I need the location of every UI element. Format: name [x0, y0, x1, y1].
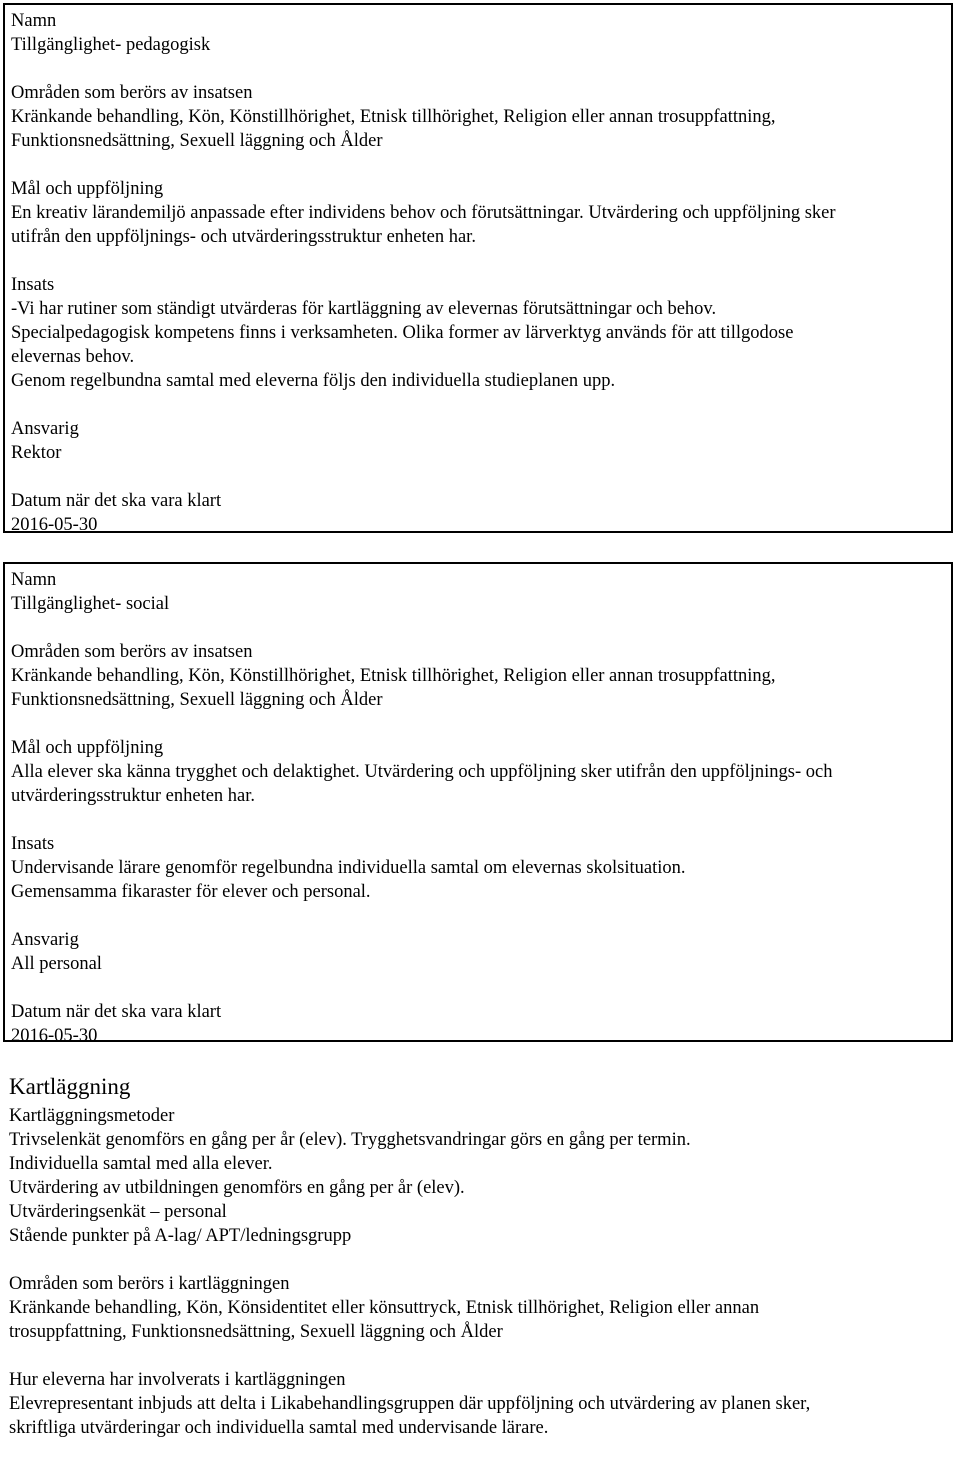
namn-field	[11, 9, 945, 57]
omraden-line: Funktionsnedsättning, Sexuell läggning och Ålder	[11, 690, 383, 710]
mal-label: Mål och uppföljning	[11, 179, 164, 199]
omraden-line: Funktionsnedsättning, Sexuell läggning och Ålder	[11, 131, 383, 151]
datum-label: Datum när det ska vara klart	[11, 1002, 222, 1022]
ansvarig-value: Rektor	[11, 443, 62, 463]
datum-value: 2016-05-30	[11, 515, 98, 535]
kartlaggning-section	[9, 1072, 949, 1464]
insats-block-pedagogisk	[3, 3, 953, 533]
ansvarig-field	[11, 417, 945, 465]
mal-label: Mål och uppföljning	[11, 738, 164, 758]
omraden-label: Områden som berörs av insatsen	[11, 642, 253, 662]
datum-value: 2016-05-30	[11, 1026, 98, 1046]
mal-line: utifrån den uppföljnings- och utvärderingsstruktur enheten har.	[11, 227, 476, 247]
ansvarig-field	[11, 928, 945, 976]
namn-value: Tillgänglighet- pedagogisk	[11, 35, 211, 55]
insats-label: Insats	[11, 275, 55, 295]
metoder-line: Utvärderingsenkät – personal	[9, 1202, 227, 1222]
involverats-line: Elevrepresentant inbjuds att delta i Likabehandlingsgruppen där uppföljning och utvärdering av planen sker,	[9, 1394, 811, 1414]
kartlaggning-omraden-line: Kränkande behandling, Kön, Könsidentitet eller könsuttryck, Etnisk tillhörighet, Religion eller annan	[9, 1298, 760, 1318]
omraden-field	[11, 81, 945, 153]
namn-label: Namn	[11, 11, 57, 31]
mal-field	[11, 736, 945, 808]
insats-line: Genom regelbundna samtal med eleverna följs den individuella studieplanen upp.	[11, 371, 616, 391]
metoder-line: Stående punkter på A-lag/ APT/ledningsgrupp	[9, 1226, 352, 1246]
ansvarig-label: Ansvarig	[11, 419, 79, 439]
omraden-field	[11, 640, 945, 712]
omraden-label: Områden som berörs av insatsen	[11, 83, 253, 103]
kartlaggning-heading: Kartläggning	[9, 1074, 131, 1099]
insats-line: Specialpedagogisk kompetens finns i verksamheten. Olika former av lärverktyg används för att tillgodose	[11, 323, 794, 343]
insats-line: Gemensamma fikaraster för elever och personal.	[11, 882, 371, 902]
datum-field	[11, 1000, 945, 1048]
metoder-line: Trivselenkät genomförs en gång per år (elev). Trygghetsvandringar görs en gång per termin.	[9, 1130, 691, 1150]
mal-line: utvärderingsstruktur enheten har.	[11, 786, 256, 806]
datum-field	[11, 489, 945, 537]
involverats-label: Hur eleverna har involverats i kartläggningen	[9, 1370, 346, 1390]
mal-line: En kreativ lärandemiljö anpassade efter individens behov och förutsättningar. Utvärdering och uppföljning sker	[11, 203, 836, 223]
mal-field	[11, 177, 945, 249]
metoder-field	[9, 1104, 949, 1248]
involverats-line: skriftliga utvärderingar och individuella samtal med undervisande lärare.	[9, 1418, 549, 1438]
ansvarig-label: Ansvarig	[11, 930, 79, 950]
namn-field	[11, 568, 945, 616]
insats-line: -Vi har rutiner som ständigt utvärderas för kartläggning av elevernas förutsättningar och behov.	[11, 299, 717, 319]
datum-label: Datum när det ska vara klart	[11, 491, 222, 511]
omraden-line: Kränkande behandling, Kön, Könstillhörighet, Etnisk tillhörighet, Religion eller annan trosuppfattning,	[11, 107, 776, 127]
insats-field	[11, 832, 945, 904]
insats-line: elevernas behov.	[11, 347, 135, 367]
insats-block-social	[3, 562, 953, 1046]
kartlaggning-omraden-field	[9, 1272, 949, 1344]
ansvarig-value: All personal	[11, 954, 102, 974]
kartlaggning-omraden-line: trosuppfattning, Funktionsnedsättning, Sexuell läggning och Ålder	[9, 1322, 503, 1342]
kartlaggning-omraden-label: Områden som berörs i kartläggningen	[9, 1274, 290, 1294]
metoder-label: Kartläggningsmetoder	[9, 1106, 175, 1126]
mal-line: Alla elever ska känna trygghet och delaktighet. Utvärdering och uppföljning sker utifrån den uppföljnings- och	[11, 762, 833, 782]
insats-field	[11, 273, 945, 393]
involverats-field	[9, 1368, 949, 1440]
namn-label: Namn	[11, 570, 57, 590]
metoder-line: Individuella samtal med alla elever.	[9, 1154, 273, 1174]
namn-value: Tillgänglighet- social	[11, 594, 170, 614]
omraden-line: Kränkande behandling, Kön, Könstillhörighet, Etnisk tillhörighet, Religion eller annan trosuppfattning,	[11, 666, 776, 686]
insats-label: Insats	[11, 834, 55, 854]
metoder-line: Utvärdering av utbildningen genomförs en gång per år (elev).	[9, 1178, 465, 1198]
insats-line: Undervisande lärare genomför regelbundna individuella samtal om elevernas skolsituation.	[11, 858, 686, 878]
